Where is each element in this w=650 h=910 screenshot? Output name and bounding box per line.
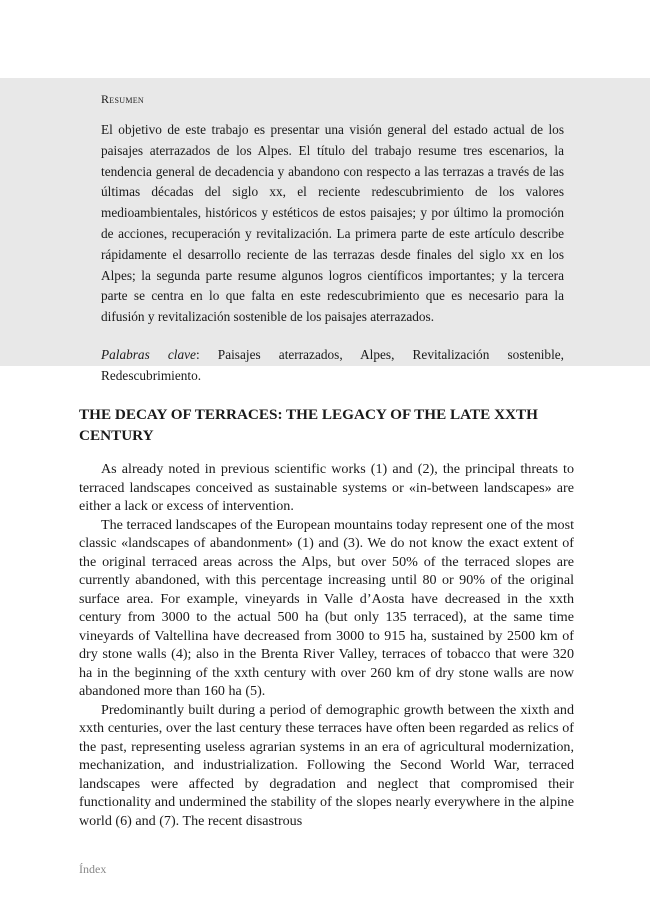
paragraph: Predominantly built during a period of demographic growth between the xixth and xxth centuries, over the last century these terraces have often been regarded as relics of the past, representing useless agrarian systems in an era of agricultural modernization, mechanization, and industrialization. Following the Second World War, terraced landscapes were affected by degradation and neglect that compromised their functionality and undermined the stability of the slopes nearly everywhere in the alpine world (6) and (7). The recent disastrous xyxy=(79,701,574,829)
abstract-text: El objetivo de este trabajo es presentar una visión general del estado actual de los paisajes aterrazados de los Alpes. El título del trabajo resume tres escenarios, la tendencia general de decadencia y abandono con respecto a las terrazas a través de las últimas décadas del siglo xx, el reciente redescubrimiento de los valores medioambientales, históricos y estéticos de estos paisajes; y por último la promoción de acciones, recuperación y revitalización. La primera parte de este artículo describe rápidamente el desarrollo reciente de las terrazas desde finales del siglo xx en los Alpes; la segunda parte resume algunos logros científicos importantes; y la tercera parte se centra en lo que falta en este redescubrimiento que es necesario para la difusión y revitalización sostenible de los paisajes aterrazados. xyxy=(101,122,564,325)
abstract-content xyxy=(101,91,564,387)
abstract-heading-text: Resumen xyxy=(101,92,144,106)
keywords xyxy=(101,345,564,387)
paragraph: The terraced landscapes of the European mountains today represent one of the most classic «landscapes of abandonment» (1) and (3). We do not know the exact extent of the original terraced areas across the Alps, but over 50% of the terraced slopes are currently abandoned, with this percentage increasing until 80 or 90% of the original surface area. For example, vineyards in Valle d’Aosta have decreased in the xxth century from 3000 to the actual 500 ha (but only 135 terraced), at the same time vineyards of Valtellina have decreased from 3000 to 915 ha, sustained by 2500 km of dry stone walls (4); also in the Brenta River Valley, terraces of tobacco that were 320 ha in the beginning of the xxth century with over 260 km of dry stone walls are now abandoned more than 160 ha (5). xyxy=(79,516,574,699)
index-link[interactable]: Índex xyxy=(79,862,107,876)
keywords-text: : Paisajes aterrazados, Alpes, Revitalización sostenible, Redescubrimiento. xyxy=(101,346,565,383)
keywords-label: Palabras clave xyxy=(101,346,196,362)
section-title: THE DECAY OF TERRACES: THE LEGACY OF THE LATE XXTH CENTURY xyxy=(79,406,538,444)
abstract-heading xyxy=(101,91,564,107)
abstract-box xyxy=(0,78,650,383)
body-text xyxy=(79,460,574,830)
paragraph: As already noted in previous scientific works (1) and (2), the principal threats to terraced landscapes conceived as sustainable systems or «in-between landscapes» are either a lack or excess of intervention. xyxy=(79,461,574,514)
